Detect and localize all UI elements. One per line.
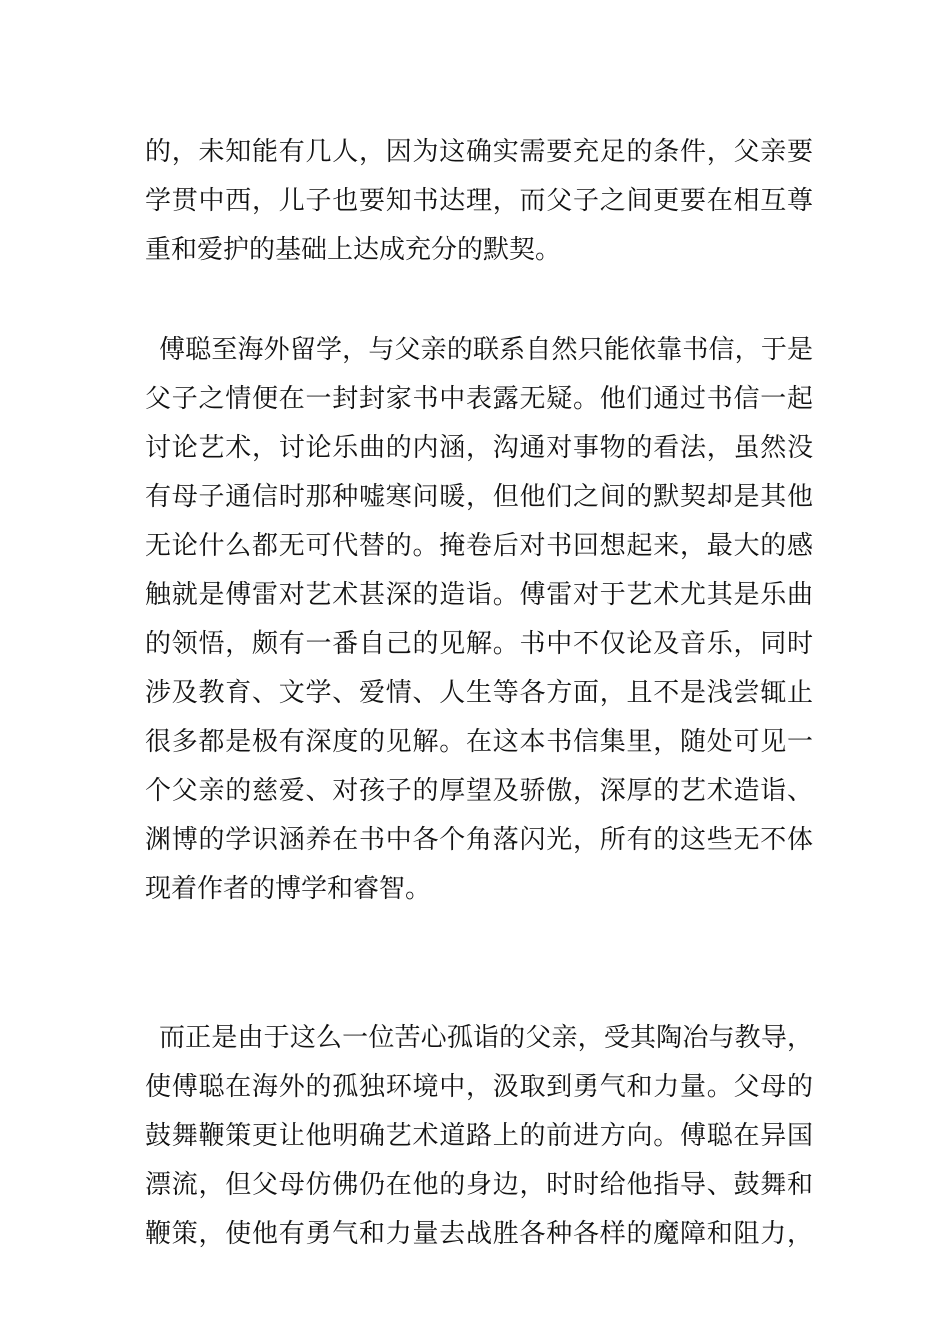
paragraph-line: 父子之情便在一封封家书中表露无疑。他们通过书信一起 xyxy=(145,384,813,414)
paragraph-line: 很多都是极有深度的见解。在这本书信集里，随处可见一 xyxy=(145,727,813,757)
paragraph-1 xyxy=(145,128,813,275)
paragraph-line: 傅聪至海外留学，与父亲的联系自然只能依靠书信，于是 xyxy=(159,335,813,365)
paragraph-line: 讨论艺术，讨论乐曲的内涵，沟通对事物的看法，虽然没 xyxy=(145,433,813,463)
paragraph-line: 学贯中西，儿子也要知书达理，而父子之间更要在相互尊 xyxy=(145,186,813,216)
paragraph-line: 重和爱护的基础上达成充分的默契。 xyxy=(145,235,562,265)
paragraph-line: 渊博的学识涵养在书中各个角落闪光，所有的这些无不体 xyxy=(145,825,813,855)
paragraph-line: 漂流，但父母仿佛仍在他的身边，时时给他指导、鼓舞和 xyxy=(145,1170,813,1200)
paragraph-line: 涉及教育、文学、爱情、人生等各方面，且不是浅尝辄止 xyxy=(145,678,813,708)
paragraph-line: 有母子通信时那种嘘寒问暖，但他们之间的默契却是其他 xyxy=(145,482,813,512)
paragraph-line: 鞭策，使他有勇气和力量去战胜各种各样的魔障和阻力， xyxy=(145,1219,813,1249)
paragraph-line: 现着作者的博学和睿智。 xyxy=(145,874,432,904)
paragraph-line: 的领悟，颇有一番自己的见解。书中不仅论及音乐，同时 xyxy=(145,629,813,659)
paragraph-line: 使傅聪在海外的孤独环境中，汲取到勇气和力量。父母的 xyxy=(145,1072,813,1102)
paragraph-line: 个父亲的慈爱、对孩子的厚望及骄傲，深厚的艺术造诣、 xyxy=(145,776,813,806)
paragraph-line: 无论什么都无可代替的。掩卷后对书回想起来，最大的感 xyxy=(145,531,813,561)
paragraph-line: 触就是傅雷对艺术甚深的造诣。傅雷对于艺术尤其是乐曲 xyxy=(145,580,813,610)
paragraph-3 xyxy=(145,1014,813,1259)
paragraph-line: 而正是由于这么一位苦心孤诣的父亲，受其陶冶与教导， xyxy=(159,1023,813,1053)
paragraph-2 xyxy=(145,326,813,914)
paragraph-line: 的，未知能有几人，因为这确实需要充足的条件，父亲要 xyxy=(145,137,813,167)
paragraph-line: 鼓舞鞭策更让他明确艺术道路上的前进方向。傅聪在异国 xyxy=(145,1121,813,1151)
